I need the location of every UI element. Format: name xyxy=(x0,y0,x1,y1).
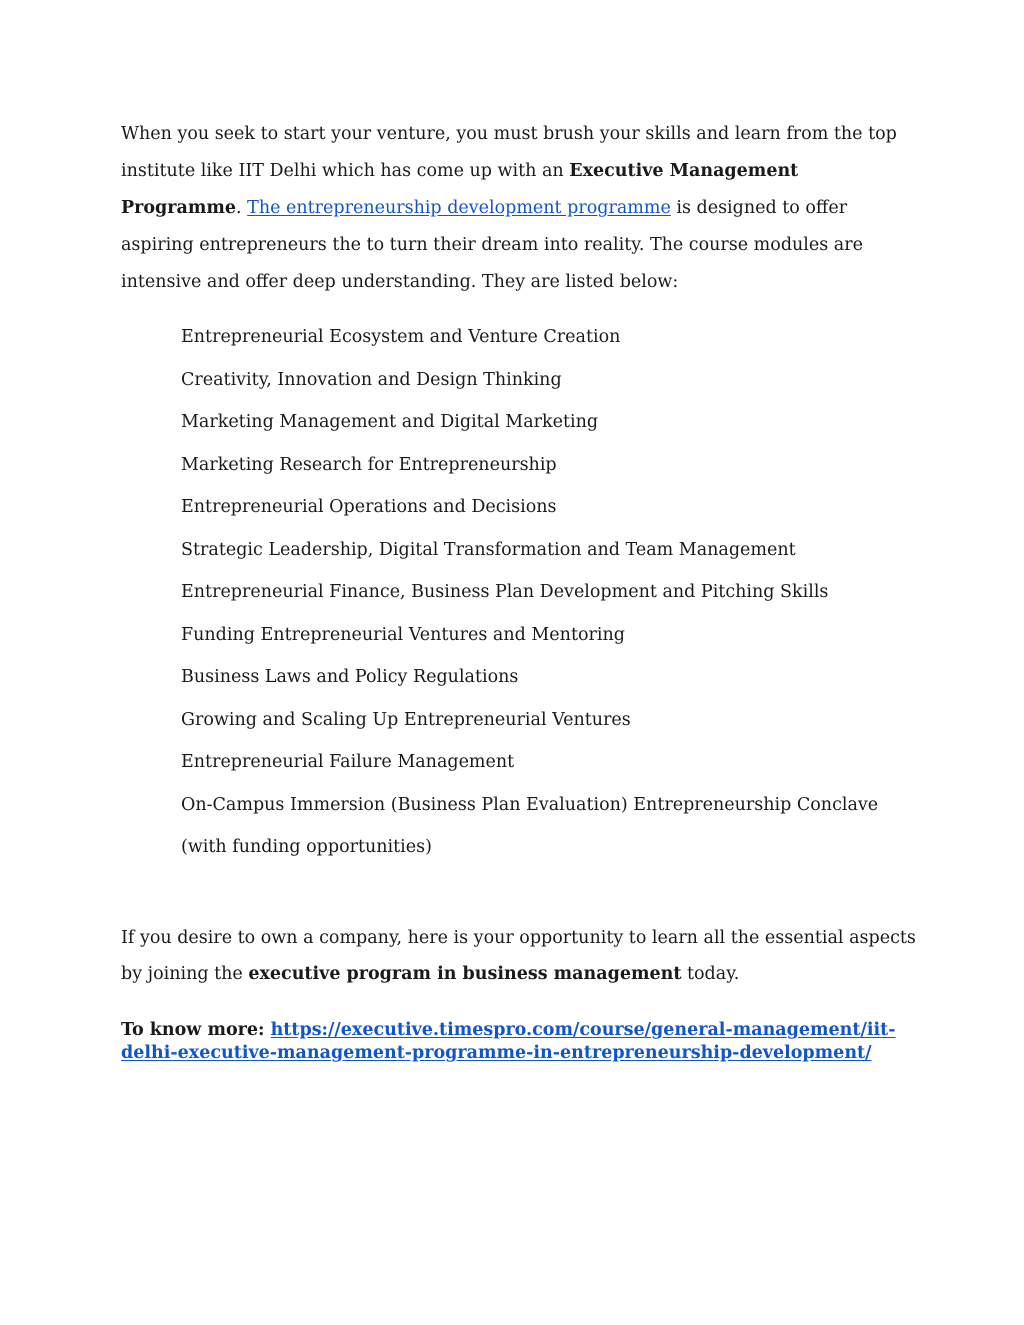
module-item: Entrepreneurial Operations and Decisions xyxy=(181,497,557,517)
outro-text-1: If you desire to own a company, here is your opportunity to learn all the essential aspects by joining the xyxy=(121,928,916,984)
intro-bold-programme: Executive Management Programme xyxy=(121,161,799,218)
know-more-label: To know more: xyxy=(121,1020,271,1040)
intro-text-1: When you seek to start your venture, you must brush your skills and learn from the top institute like IIT Delhi which has come up with an xyxy=(121,124,897,181)
module-item: (with funding opportunities) xyxy=(181,837,432,857)
intro-text-2: . xyxy=(236,198,248,218)
module-item: Marketing Management and Digital Marketing xyxy=(181,412,599,432)
course-modules-list xyxy=(181,316,921,869)
module-item: Entrepreneurial Failure Management xyxy=(181,752,515,772)
module-item: Entrepreneurial Ecosystem and Venture Creation xyxy=(181,327,621,347)
entrepreneurship-programme-link[interactable]: The entrepreneurship development programme xyxy=(247,198,671,218)
know-more-paragraph xyxy=(121,1019,911,1065)
outro-bold-program: executive program in business management xyxy=(248,964,682,984)
module-item: On-Campus Immersion (Business Plan Evaluation) Entrepreneurship Conclave xyxy=(181,794,879,815)
intro-text-3: is designed to offer aspiring entrepreneurs the to turn their dream into reality. The course modules are intensive and offer deep understanding. They are listed below: xyxy=(121,198,863,292)
module-item: Marketing Research for Entrepreneurship xyxy=(181,454,557,475)
module-item: Entrepreneurial Finance, Business Plan Development and Pitching Skills xyxy=(181,582,829,602)
module-item: Business Laws and Policy Regulations xyxy=(181,667,519,687)
module-item: Funding Entrepreneurial Ventures and Mentoring xyxy=(181,624,625,645)
outro-text-2: today. xyxy=(681,964,740,984)
course-url-link[interactable]: https://executive.timespro.com/course/general-management/iit-delhi-executive-management-programme-in-entrepreneurship-development/ xyxy=(121,1020,896,1063)
intro-paragraph xyxy=(121,116,921,301)
module-item: Creativity, Innovation and Design Thinking xyxy=(181,369,562,390)
module-item: Strategic Leadership, Digital Transformation and Team Management xyxy=(181,539,796,560)
outro-paragraph xyxy=(121,920,921,992)
module-item: Growing and Scaling Up Entrepreneurial Ventures xyxy=(181,709,631,730)
